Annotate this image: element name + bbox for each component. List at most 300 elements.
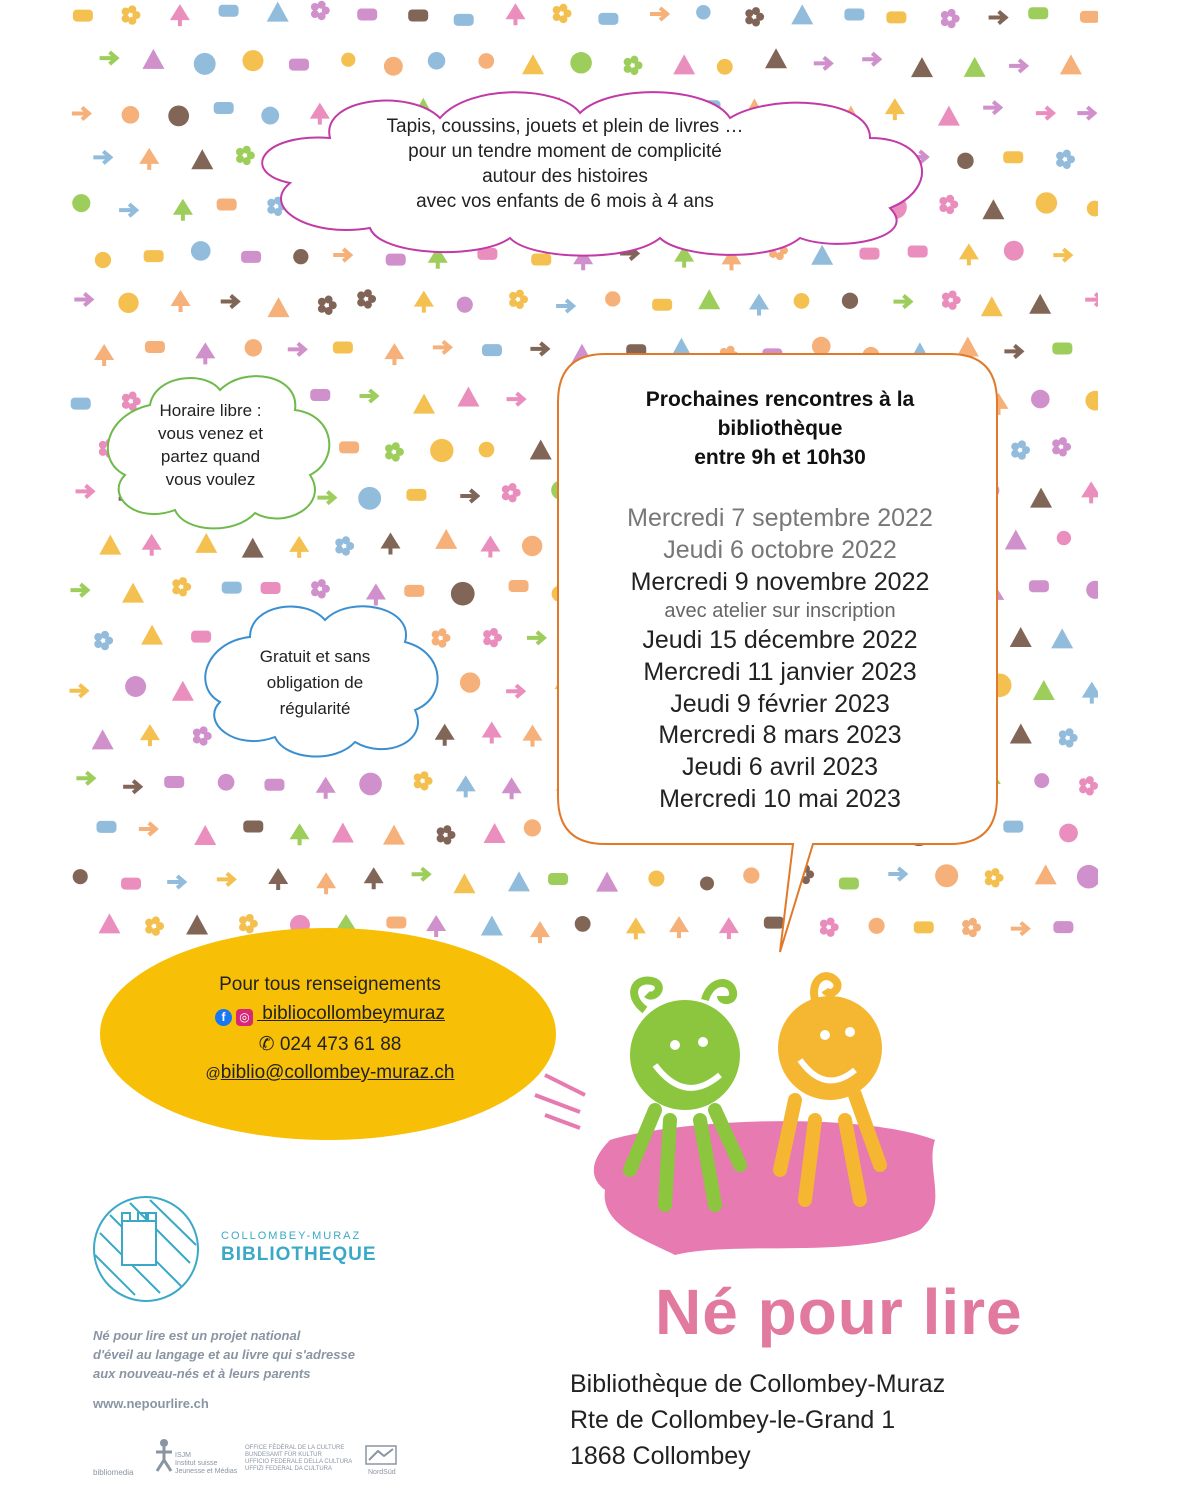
doodle-circle xyxy=(1077,865,1098,889)
doodle-arrow xyxy=(412,868,429,880)
doodle-tri xyxy=(453,873,475,893)
doodle-petal xyxy=(357,298,365,306)
doodle-arrow xyxy=(1053,249,1070,261)
doodle-flower xyxy=(94,631,113,650)
doodle-circle xyxy=(1031,390,1050,409)
doodle-tri xyxy=(92,729,114,749)
doodle-flower xyxy=(483,628,502,647)
doodle-tri xyxy=(508,871,530,891)
isjm-figure-icon xyxy=(153,1438,175,1472)
doodle-flower xyxy=(1079,776,1098,795)
doodle-tree xyxy=(414,291,434,313)
cloud-mid-text xyxy=(220,644,410,722)
doodle-petal xyxy=(246,914,254,922)
doodle-flower xyxy=(502,483,521,502)
doodle-tri xyxy=(191,149,213,169)
doodle-tri xyxy=(522,54,544,74)
doodle-tri xyxy=(964,57,986,77)
cloud-mid-line: régularité xyxy=(279,699,351,718)
doodle-petal xyxy=(1059,437,1067,445)
doodle-rect xyxy=(289,59,309,71)
doodle-circle xyxy=(1057,531,1071,545)
doodle-flower xyxy=(509,290,528,309)
doodle-tri xyxy=(142,49,164,69)
doodle-petal xyxy=(311,10,319,18)
doodle-rect xyxy=(96,821,116,833)
doodle-circle xyxy=(478,53,494,69)
doodle-tree xyxy=(94,344,114,366)
doodle-tri xyxy=(1010,723,1032,743)
cloud-left-line: vous voulez xyxy=(165,470,256,489)
doodle-tree xyxy=(1081,481,1098,503)
doodle-petal xyxy=(948,9,956,17)
doodle-rect xyxy=(164,776,184,788)
doodle-petal xyxy=(318,1,326,9)
doodle-petal xyxy=(509,483,517,491)
project-desc-line: aux nouveau-nés et à leurs parents xyxy=(93,1366,311,1381)
doodle-rect xyxy=(333,342,353,354)
doodle-circle xyxy=(1004,241,1024,261)
doodle-tri xyxy=(982,199,1004,219)
doodle-arrow xyxy=(506,685,523,697)
doodle-tree xyxy=(170,4,190,26)
doodle-tree xyxy=(140,724,160,746)
doodle-petal xyxy=(1056,159,1064,167)
doodle-petal xyxy=(1086,776,1094,784)
date-item: Mercredi 11 janvier 2023 xyxy=(643,658,917,686)
doodle-rect xyxy=(144,250,164,262)
doodle-tri xyxy=(267,2,289,22)
doodle-circle xyxy=(168,106,189,127)
cloud-left-line: partez quand xyxy=(160,447,261,466)
cloud-left-line: Horaire libre : xyxy=(159,401,262,420)
doodle-petal xyxy=(1018,440,1026,448)
library-logo-subtitle: COLLOMBEY-MURAZ xyxy=(221,1230,362,1242)
doodle-petal xyxy=(1065,728,1073,736)
doodle-petal xyxy=(94,640,102,648)
sponsor-ofc-line: UFFICIO FEDERALE DELLA CULTURA xyxy=(245,1459,353,1465)
doodle-arrow xyxy=(167,876,184,888)
doodle-rect xyxy=(406,489,426,501)
doodle-petal xyxy=(420,771,428,779)
doodle-petal xyxy=(392,442,400,450)
doodle-tree xyxy=(380,533,400,555)
doodle-flower xyxy=(1052,437,1071,456)
doodle-tree xyxy=(364,867,384,889)
doodle-arrow xyxy=(527,632,544,644)
doodle-flower xyxy=(745,7,764,26)
doodle-arrow xyxy=(123,781,140,793)
doodle-arrow xyxy=(119,204,136,216)
doodle-arrow xyxy=(76,772,93,784)
doodle-petal xyxy=(1052,446,1060,454)
doodle-circle xyxy=(242,50,263,71)
email-link[interactable]: biblio@collombey-muraz.ch xyxy=(220,1062,455,1083)
doodle-petal xyxy=(335,546,343,554)
doodle-rect xyxy=(652,299,672,311)
doodle-circle xyxy=(122,106,140,124)
doodle-rect xyxy=(1003,151,1023,163)
doodle-tri xyxy=(195,533,217,553)
doodle-circle xyxy=(1086,581,1098,599)
brand-title: Né pour lire xyxy=(655,1276,1023,1348)
doodle-flower xyxy=(1059,728,1078,747)
doodle-flower xyxy=(942,290,961,309)
doodle-tree xyxy=(502,777,522,799)
date-item: Mercredi 10 mai 2023 xyxy=(659,785,901,813)
doodle-tree xyxy=(289,536,309,558)
doodle-tri xyxy=(1051,628,1073,648)
doodle-arrow xyxy=(217,873,234,885)
doodle-tri xyxy=(332,823,354,843)
cloud-top-line: pour un tendre moment de complicité xyxy=(408,141,722,162)
doodle-rect xyxy=(598,13,618,25)
project-desc-line: d'éveil au langage et au livre qui s'adresse xyxy=(93,1347,355,1362)
doodle-tri xyxy=(484,823,506,843)
doodle-tri xyxy=(268,297,290,317)
doodle-arrow xyxy=(76,485,93,497)
sponsor-isjm-line: Institut suisse xyxy=(175,1460,218,1467)
doodle-petal xyxy=(172,586,180,594)
doodle-flower xyxy=(941,9,960,28)
cloud-mid-line: obligation de xyxy=(266,673,364,692)
cloud-top-text xyxy=(330,114,800,214)
doodle-rect xyxy=(121,878,141,890)
doodle-tri xyxy=(194,825,216,845)
doodle-flower xyxy=(335,536,354,555)
doodle-petal xyxy=(559,4,567,12)
doodle-petal xyxy=(122,15,130,23)
info-social-row xyxy=(130,1003,530,1026)
doodle-circle xyxy=(605,291,620,306)
date-item: Jeudi 9 février 2023 xyxy=(670,690,890,718)
doodle-tri xyxy=(383,825,405,845)
doodle-circle xyxy=(524,819,541,836)
doodle-petal xyxy=(443,825,451,833)
doodle-rect xyxy=(243,821,263,833)
doodle-petal xyxy=(502,492,510,500)
doodle-circle xyxy=(72,194,90,212)
doodle-petal xyxy=(752,7,760,15)
doodle-circle xyxy=(460,672,480,692)
doodle-tree xyxy=(749,294,769,316)
library-logo-emblem xyxy=(90,1195,202,1303)
doodle-circle xyxy=(359,773,382,796)
doodle-petal xyxy=(630,56,638,64)
doodle-flower xyxy=(172,577,191,596)
social-handle-link[interactable]: bibliocollombeymuraz xyxy=(257,1003,445,1024)
cloud-top-line: Tapis, coussins, jouets et plein de livres … xyxy=(386,116,744,137)
doodle-tri xyxy=(530,440,552,460)
doodle-tri xyxy=(981,296,1003,316)
doodle-arrow xyxy=(360,390,377,402)
doodle-tree xyxy=(316,777,336,799)
doodle-rect xyxy=(509,580,529,592)
doodle-petal xyxy=(152,916,160,924)
doodle-circle xyxy=(957,153,973,169)
doodle-flower xyxy=(624,56,643,75)
doodle-petal xyxy=(318,305,326,313)
doodle-arrow xyxy=(556,300,573,312)
doodle-arrow xyxy=(288,343,305,355)
instagram-icon: ◎ xyxy=(236,1009,253,1026)
doodle-flower xyxy=(357,289,376,308)
sponsor-nordsud: NordSüd xyxy=(368,1469,396,1476)
doodle-flower xyxy=(1011,440,1030,459)
sponsor-isjm xyxy=(175,1452,237,1476)
doodle-tree xyxy=(1082,682,1098,704)
schedule-heading-line: bibliothèque xyxy=(717,417,843,440)
doodle-rect xyxy=(1080,11,1098,23)
doodle-tri xyxy=(765,48,787,68)
doodle-petal xyxy=(553,13,561,21)
cloud-top-line: avec vos enfants de 6 mois à 4 ans xyxy=(416,191,714,212)
doodle-rect xyxy=(357,8,377,20)
doodle-petal xyxy=(516,290,524,298)
doodle-tri xyxy=(413,394,435,414)
doodle-petal xyxy=(509,299,517,307)
doodle-arrow xyxy=(650,8,667,20)
doodle-tri xyxy=(1030,488,1052,508)
doodle-arrow xyxy=(74,293,91,305)
doodle-arrow xyxy=(139,823,156,835)
doodle-circle xyxy=(1059,824,1078,843)
sponsor-ofc-line: UFFIZI FEDERAL DA CULTURA xyxy=(245,1466,333,1472)
facebook-icon: f xyxy=(215,1009,232,1026)
doodle-circle xyxy=(479,442,495,458)
doodle-rect xyxy=(219,5,239,17)
doodle-circle xyxy=(1087,201,1098,217)
doodle-circle xyxy=(341,53,355,67)
sponsor-ofc-line: BUNDESAMT FÜR KULTUR xyxy=(245,1452,322,1458)
doodle-arrow xyxy=(1077,107,1094,119)
doodle-circle xyxy=(522,536,542,556)
doodle-tree xyxy=(139,148,159,170)
schedule-heading xyxy=(570,385,990,472)
doodle-tree xyxy=(456,775,476,797)
doodle-rect xyxy=(482,344,502,356)
doodle-tri xyxy=(698,289,720,309)
doodle-petal xyxy=(385,451,393,459)
doodle-petal xyxy=(179,577,187,585)
project-description xyxy=(93,1326,393,1383)
doodle-circle xyxy=(1034,773,1049,788)
doodle-tree xyxy=(959,243,979,265)
doodle-arrow xyxy=(1036,107,1053,119)
doodle-tri xyxy=(242,538,264,558)
doodle-arrow xyxy=(1009,60,1026,72)
doodle-rect xyxy=(1052,342,1072,354)
doodle-arrow xyxy=(93,151,110,163)
doodle-tree xyxy=(195,342,215,364)
doodle-tri xyxy=(1033,680,1055,700)
doodle-circle xyxy=(245,339,262,356)
doodle-arrow xyxy=(989,11,1006,23)
doodle-petal xyxy=(941,18,949,26)
doodle-arrow xyxy=(69,685,86,697)
doodle-circle xyxy=(717,59,733,75)
project-desc-part: est un projet national xyxy=(165,1328,301,1343)
doodle-tri xyxy=(99,535,121,555)
info-title: Pour tous renseignements xyxy=(219,974,441,995)
doodle-rect xyxy=(886,11,906,23)
doodle-arrow xyxy=(433,341,450,353)
library-logo-title: BIBLIOTHEQUE xyxy=(221,1244,377,1265)
sponsor-isjm-line: Jeunesse et Médias xyxy=(175,1468,238,1475)
doodle-circle xyxy=(570,52,592,74)
doodle-arrow xyxy=(221,296,238,308)
doodle-circle xyxy=(95,252,111,268)
doodle-rect xyxy=(1029,580,1049,592)
doodle-flower xyxy=(414,771,433,790)
doodle-flower xyxy=(311,1,330,20)
cloud-left-line: vous venez et xyxy=(158,424,263,443)
project-name-italic: Né pour lire xyxy=(93,1328,166,1343)
doodle-petal xyxy=(1011,450,1019,458)
doodle-petal xyxy=(949,290,957,298)
date-note: avec atelier sur inscription xyxy=(664,600,896,622)
cloud-top-line: autour des histoires xyxy=(482,166,648,187)
doodle-arrow xyxy=(100,52,117,64)
phone-icon: ✆ xyxy=(258,1034,275,1055)
doodle-tri xyxy=(435,529,457,549)
doodle-arrow xyxy=(983,102,1000,114)
doodle-petal xyxy=(414,780,422,788)
schedule-heading-line: entre 9h et 10h30 xyxy=(694,446,866,469)
doodle-rect xyxy=(264,779,284,791)
sponsor-isjm-line: ISJM xyxy=(175,1452,191,1459)
doodle-arrow xyxy=(70,584,87,596)
doodle-tri xyxy=(457,386,479,406)
doodle-tree xyxy=(173,199,193,221)
doodle-circle xyxy=(125,676,146,697)
kids-illustration xyxy=(525,970,965,1260)
doodle-tri xyxy=(791,4,813,24)
doodle-circle xyxy=(457,297,473,313)
doodle-petal xyxy=(1063,150,1071,158)
date-item: Mercredi 9 novembre 2022 xyxy=(630,568,930,596)
sponsor-ofc xyxy=(245,1445,352,1473)
doodle-arrow xyxy=(507,393,524,405)
phone-number: 024 473 61 88 xyxy=(279,1034,402,1055)
doodle-petal xyxy=(745,16,753,24)
doodle-petal xyxy=(1059,737,1067,745)
doodle-flower xyxy=(553,4,572,23)
doodle-circle xyxy=(696,5,710,19)
doodle-circle xyxy=(118,293,138,313)
doodle-tree xyxy=(142,534,162,556)
doodle-petal xyxy=(624,65,632,73)
doodle-circle xyxy=(218,774,235,791)
sponsor-bibliomedia: bibliomedia xyxy=(93,1468,134,1477)
at-icon: @ xyxy=(205,1065,221,1082)
doodle-circle xyxy=(358,487,381,510)
doodle-circle xyxy=(191,241,211,261)
cloud-left-text xyxy=(128,399,293,491)
doodle-tree xyxy=(290,823,310,845)
doodle-tree xyxy=(482,721,502,743)
doodle-circle xyxy=(194,53,216,75)
project-url-link[interactable]: www.nepourlire.ch xyxy=(93,1396,209,1411)
doodle-circle xyxy=(428,52,446,70)
doodle-flower xyxy=(385,442,404,461)
doodle-rect xyxy=(1053,921,1073,933)
doodle-petal xyxy=(318,579,326,587)
nordsud-logo-icon xyxy=(366,1446,396,1464)
doodle-arrow xyxy=(1085,294,1098,306)
doodle-circle xyxy=(73,869,88,884)
doodle-circle xyxy=(384,57,403,76)
doodle-rect xyxy=(1028,7,1048,19)
doodle-tree xyxy=(480,535,500,557)
cloud-mid-line: Gratuit et sans xyxy=(259,647,371,666)
doodle-arrow xyxy=(1011,923,1028,935)
doodle-circle xyxy=(842,293,858,309)
doodle-tri xyxy=(1035,864,1057,884)
doodle-arrow xyxy=(460,490,477,502)
date-item: Jeudi 15 décembre 2022 xyxy=(642,626,918,654)
doodle-tree xyxy=(171,290,191,312)
doodle-petal xyxy=(128,5,136,13)
date-item: Mercredi 8 mars 2023 xyxy=(658,721,902,749)
doodle-arrow xyxy=(530,343,547,355)
doodle-petal xyxy=(325,296,333,304)
doodle-rect xyxy=(73,10,93,22)
doodle-rect xyxy=(454,14,474,26)
doodle-circle xyxy=(430,439,453,462)
doodle-circle xyxy=(1036,192,1057,213)
doodle-tri xyxy=(911,57,933,77)
doodle-tri xyxy=(141,625,163,645)
doodle-petal xyxy=(101,631,109,639)
doodle-tri xyxy=(1060,54,1082,74)
doodle-tree xyxy=(384,343,404,365)
doodle-petal xyxy=(483,637,491,645)
doodle-arrow xyxy=(893,296,910,308)
doodle-arrow xyxy=(1004,345,1021,357)
doodle-circle xyxy=(794,293,810,309)
info-email-row xyxy=(130,1062,530,1084)
schedule-heading-line: Prochaines rencontres à la xyxy=(645,388,915,411)
doodle-tree xyxy=(505,3,525,25)
doodle-flower xyxy=(437,825,456,844)
doodle-petal xyxy=(364,289,372,297)
sponsor-ofc-line: OFFICE FÉDÉRAL DE LA CULTURE xyxy=(245,1445,345,1451)
doodle-circle xyxy=(1085,391,1098,411)
doodle-arrow xyxy=(814,57,831,69)
doodle-rect xyxy=(844,9,864,21)
address-line: Rte de Collombey-le-Grand 1 xyxy=(570,1406,896,1434)
date-past: Jeudi 6 octobre 2022 xyxy=(663,536,897,564)
doodle-arrow xyxy=(72,108,89,120)
doodle-arrow xyxy=(862,53,879,65)
doodle-petal xyxy=(1079,785,1087,793)
doodle-petal xyxy=(342,536,350,544)
address-line: Bibliothèque de Collombey-Muraz xyxy=(570,1370,946,1398)
doodle-tri xyxy=(1010,627,1032,647)
address-line: 1868 Collombey xyxy=(570,1442,751,1470)
doodle-rect xyxy=(1003,821,1023,833)
doodle-tree xyxy=(316,872,336,894)
doodle-flower xyxy=(1056,150,1075,169)
date-item: Jeudi 6 avril 2023 xyxy=(682,753,878,781)
info-phone-row xyxy=(130,1033,530,1056)
doodle-tri xyxy=(1005,530,1027,550)
doodle-petal xyxy=(437,834,445,842)
doodle-tri xyxy=(1029,294,1051,314)
doodle-rect xyxy=(71,398,91,410)
doodle-flower xyxy=(122,5,141,24)
